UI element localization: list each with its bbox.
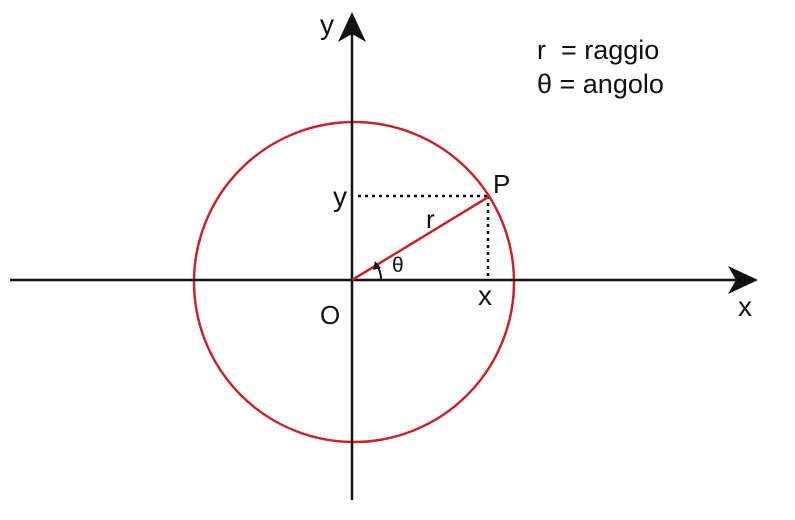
- x-axis-label: x: [738, 291, 752, 322]
- origin-label: O: [320, 300, 341, 330]
- point-p-label: P: [493, 169, 511, 199]
- radius-line: [352, 196, 490, 280]
- y-axis-label: y: [320, 9, 334, 40]
- legend-angle: θ = angolo: [537, 69, 664, 99]
- y-projection-label: y: [333, 181, 347, 212]
- angle-label: θ: [392, 254, 404, 277]
- x-projection-label: x: [478, 280, 492, 311]
- circle: [194, 122, 514, 442]
- radius-label: r: [426, 204, 435, 234]
- legend-radius: r = raggio: [537, 35, 660, 65]
